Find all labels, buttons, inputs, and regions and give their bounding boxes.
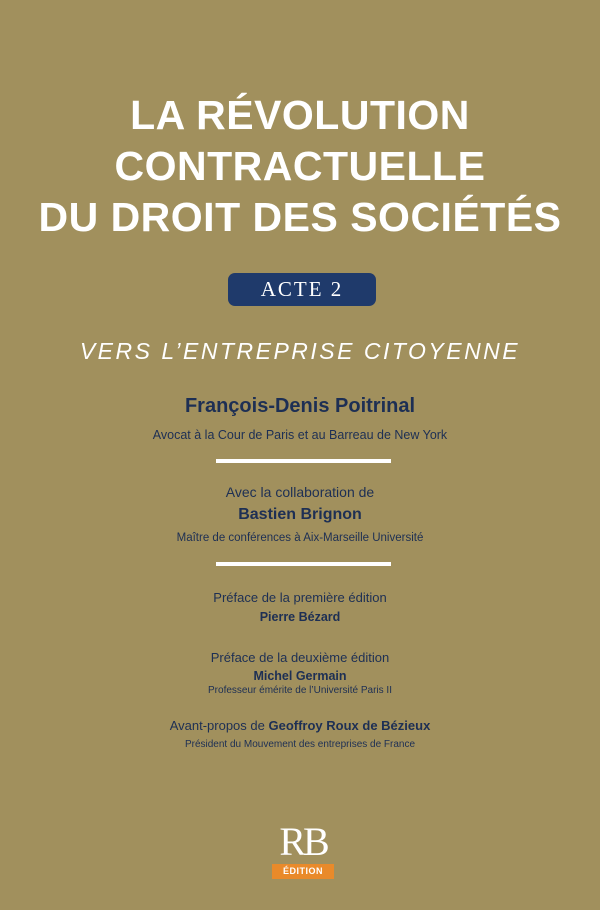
- collaborator-role: Maître de conférences à Aix-Marseille Université: [176, 532, 424, 544]
- collaborator-name: Bastien Brignon: [238, 506, 362, 523]
- author-role: Avocat à la Cour de Paris et au Barreau de New York: [152, 428, 448, 442]
- preface2-name: Michel Germain: [253, 669, 347, 683]
- title-line-2: CONTRACTUELLE: [114, 143, 486, 189]
- preface1-name: Pierre Bézard: [259, 610, 341, 624]
- publisher-edition-band: ÉDITION: [272, 864, 334, 879]
- subtitle: VERS L’ENTREPRISE CITOYENNE: [79, 338, 521, 364]
- collaboration-intro: Avec la collaboration de: [225, 484, 375, 500]
- divider-2: [216, 562, 391, 566]
- avant-propos-name: Geoffroy Roux de Bézieux: [268, 718, 431, 733]
- preface2-label: Préface de la deuxième édition: [210, 650, 390, 665]
- title-line-1: LA RÉVOLUTION: [130, 92, 470, 138]
- publisher-logo: RB: [279, 819, 327, 864]
- author-name: François-Denis Poitrinal: [184, 395, 416, 417]
- preface1-label: Préface de la première édition: [213, 590, 387, 605]
- preface2-role: Professeur émérite de l’Université Paris II: [208, 685, 392, 696]
- acte-badge: ACTE 2: [228, 273, 376, 306]
- avant-propos: [0, 718, 600, 733]
- title-line-3: DU DROIT DES SOCIÉTÉS: [38, 194, 562, 240]
- divider-1: [216, 459, 391, 463]
- avant-propos-role: Président du Mouvement des entreprises de France: [184, 739, 416, 750]
- avant-propos-label: Avant-propos de: [169, 718, 269, 733]
